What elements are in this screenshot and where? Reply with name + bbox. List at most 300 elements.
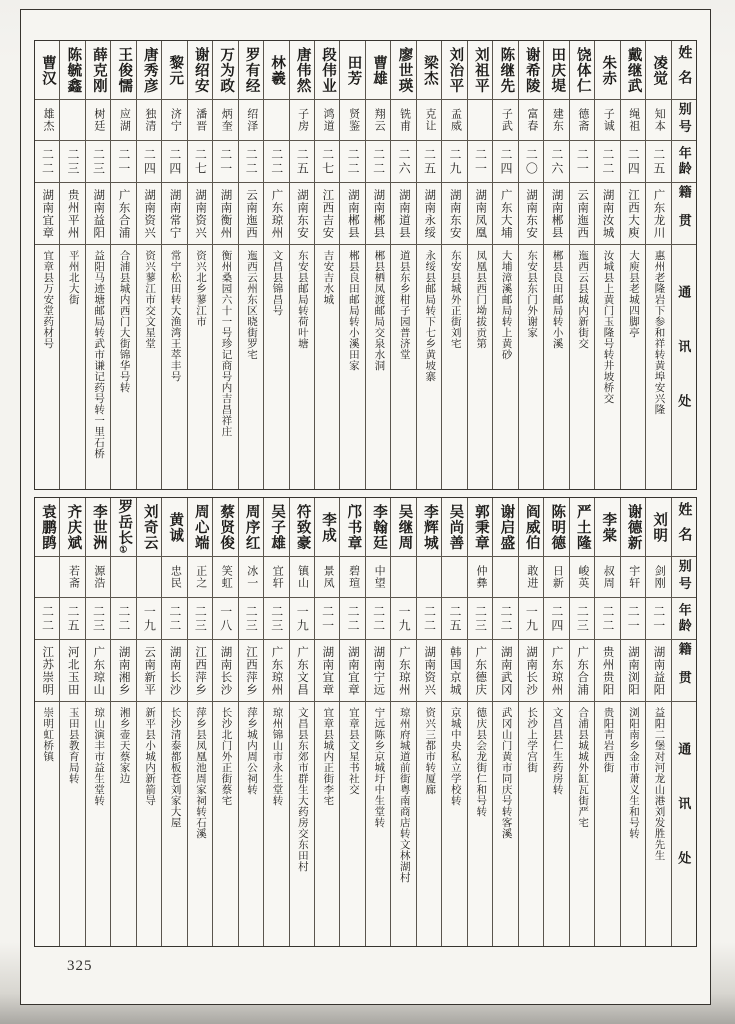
person-origin: 贵州平州 — [66, 188, 79, 239]
person-address: 浏阳南乡金市萧义生和号转 — [628, 707, 640, 839]
person-name-cell — [621, 41, 645, 99]
person-origin: 广东琼州 — [550, 645, 563, 696]
person-address-cell — [646, 244, 670, 489]
person-origin-cell — [290, 639, 314, 701]
person-courtesy: 景凤 — [322, 565, 335, 589]
person-name: 陈继先 — [498, 46, 515, 94]
person-age: 二五 — [448, 604, 463, 633]
person-origin: 广东文昌 — [295, 645, 308, 696]
person-courtesy: 日新 — [551, 565, 564, 589]
person-name: 蔡贤俊 — [218, 503, 235, 551]
person-courtesy-cell — [468, 99, 492, 140]
person-address: 新平县小城内新箭导 — [144, 707, 156, 806]
person-name-cell — [621, 498, 645, 556]
person-address: 郴县栖凤渡邮局交泉水洞 — [373, 250, 385, 371]
person-address: 迤西云州东区晓街罗宅 — [245, 250, 257, 360]
person-column — [161, 498, 186, 946]
person-courtesy: 镇山 — [296, 565, 309, 589]
person-origin-cell — [468, 182, 492, 244]
person-name: 王俊懦 — [116, 46, 133, 94]
person-age: 二五 — [422, 147, 437, 176]
person-address: 衡州桑园六十一号珍记商号内吉昌祥庄 — [220, 250, 232, 437]
person-name-cell — [442, 41, 466, 99]
person-age-cell — [570, 140, 594, 182]
person-name-cell — [162, 41, 186, 99]
person-name: 李成 — [320, 511, 337, 543]
person-address-cell — [391, 244, 415, 489]
person-name: 凌觉 — [651, 54, 668, 86]
person-age-cell — [86, 597, 110, 639]
person-name: 符致豪 — [294, 503, 311, 551]
person-name: 郭秉章 — [472, 503, 489, 551]
person-origin: 湖南凤凰 — [474, 188, 487, 239]
person-name-cell — [570, 498, 594, 556]
person-courtesy: 独清 — [143, 108, 156, 132]
person-courtesy-cell — [162, 99, 186, 140]
person-origin-cell — [570, 639, 594, 701]
person-origin-cell — [621, 639, 645, 701]
person-address: 永绥县邮局转下七乡黄坡寨 — [424, 250, 436, 382]
person-name: 薛克刚 — [90, 46, 107, 94]
person-address-cell — [570, 244, 594, 489]
person-address: 大埔漳溪邮局转上黄砂 — [500, 250, 512, 360]
column-header-label: 别号 — [676, 559, 692, 595]
person-courtesy: 德斋 — [576, 108, 589, 132]
person-age: 二四 — [167, 147, 182, 176]
person-address: 郴县良田邮局转小溪田家 — [347, 250, 359, 371]
person-address-cell — [162, 244, 186, 489]
person-column — [620, 498, 645, 946]
person-address: 郴县良田邮局转小溪 — [551, 250, 563, 349]
person-origin: 湖南资兴 — [194, 188, 207, 239]
person-courtesy-cell — [86, 556, 110, 597]
person-origin-cell — [35, 182, 59, 244]
person-age-cell — [442, 597, 466, 639]
person-origin: 湖南益阳 — [92, 188, 105, 239]
column-header-label: 姓名 — [676, 44, 692, 96]
person-courtesy: 剑刚 — [653, 565, 666, 589]
person-name: 廖世瑛 — [396, 46, 413, 94]
person-courtesy-cell — [621, 556, 645, 597]
person-age: 二四 — [498, 147, 513, 176]
person-origin: 韩国京城 — [448, 645, 461, 696]
person-address-cell — [595, 244, 619, 489]
person-age-cell — [35, 140, 59, 182]
person-courtesy-cell — [86, 99, 110, 140]
roster-table-bottom — [34, 497, 697, 947]
column-header-origin — [672, 639, 696, 701]
person-name-cell — [595, 41, 619, 99]
person-courtesy: 建东 — [551, 108, 564, 132]
person-courtesy-cell — [213, 556, 237, 597]
person-name-cell — [239, 41, 263, 99]
person-address-cell — [417, 701, 441, 946]
person-column — [59, 41, 84, 489]
person-name-cell — [264, 498, 288, 556]
person-age: 一八 — [218, 604, 233, 633]
person-name: 田芳 — [345, 54, 362, 86]
person-column — [187, 498, 212, 946]
person-age: 二三 — [244, 604, 259, 633]
person-name: 李辉城 — [421, 503, 438, 551]
person-courtesy: 仲彝 — [474, 565, 487, 589]
person-origin: 云南新平 — [143, 645, 156, 696]
person-age-cell — [493, 140, 517, 182]
person-courtesy-cell — [111, 556, 135, 597]
person-courtesy: 炳奎 — [220, 108, 233, 132]
person-address-cell — [468, 701, 492, 946]
person-origin-cell — [417, 639, 441, 701]
person-column — [467, 41, 492, 489]
person-name-cell — [111, 498, 135, 556]
person-origin-cell — [137, 182, 161, 244]
person-age-cell — [544, 140, 568, 182]
person-address: 资兴三都市转厦廊 — [424, 707, 436, 795]
person-origin: 江西吉安 — [321, 188, 334, 239]
person-origin: 广东龙川 — [652, 188, 665, 239]
person-courtesy: 铣甫 — [398, 108, 411, 132]
person-name-cell — [493, 41, 517, 99]
person-address-cell — [35, 244, 59, 489]
person-address-cell — [188, 244, 212, 489]
person-column — [263, 41, 288, 489]
person-name-cell — [86, 498, 110, 556]
person-name-cell — [366, 498, 390, 556]
person-age-cell — [468, 140, 492, 182]
person-column — [569, 41, 594, 489]
person-age-cell — [646, 140, 670, 182]
person-origin: 湖南道县 — [397, 188, 410, 239]
person-origin-cell — [213, 182, 237, 244]
person-name: 周心端 — [192, 503, 209, 551]
person-column — [467, 498, 492, 946]
person-name: 唐秀彦 — [141, 46, 158, 94]
person-address: 萍乡城内周公祠转 — [245, 707, 257, 795]
person-address-cell — [570, 701, 594, 946]
person-origin: 江苏崇明 — [41, 645, 54, 696]
person-courtesy: 源浩 — [92, 565, 105, 589]
person-courtesy: 宇轩 — [627, 565, 640, 589]
person-age-cell — [111, 140, 135, 182]
person-address-cell — [86, 701, 110, 946]
person-courtesy-cell — [366, 99, 390, 140]
person-address-cell — [239, 701, 263, 946]
person-courtesy-cell — [60, 556, 84, 597]
person-address: 大庾县老城四脚亭 — [628, 250, 640, 338]
person-origin: 湖南东安 — [525, 188, 538, 239]
person-column — [85, 498, 110, 946]
person-name-cell — [646, 41, 670, 99]
person-name-cell — [290, 498, 314, 556]
person-age-cell — [60, 597, 84, 639]
person-age-cell — [621, 597, 645, 639]
person-origin: 湖南浏阳 — [627, 645, 640, 696]
person-courtesy: 忠民 — [169, 565, 182, 589]
person-age: 二二 — [600, 147, 615, 176]
person-age-cell — [366, 597, 390, 639]
person-courtesy-cell — [315, 556, 339, 597]
person-age: 二二 — [244, 147, 259, 176]
column-header-name — [672, 498, 696, 556]
person-courtesy-cell — [570, 99, 594, 140]
person-age: 二三 — [269, 604, 284, 633]
person-origin-cell — [468, 639, 492, 701]
person-address: 长沙清泰都板苍刘家大屋 — [169, 707, 181, 828]
person-courtesy-cell — [442, 99, 466, 140]
person-address: 德庆县会龙街仁和号转 — [475, 707, 487, 817]
person-age-cell — [595, 597, 619, 639]
person-address: 萍乡县凤凰池周家祠转石溪 — [195, 707, 207, 839]
person-age-cell — [86, 140, 110, 182]
person-address: 道县东乡柑子园普济堂 — [398, 250, 410, 360]
person-age: 二二 — [116, 604, 131, 633]
person-origin: 湖南东安 — [448, 188, 461, 239]
person-column — [543, 41, 568, 489]
person-origin: 湖南汝城 — [601, 188, 614, 239]
annotation-mark: ① — [119, 545, 130, 556]
person-name-cell — [315, 498, 339, 556]
person-age: 二一 — [218, 147, 233, 176]
person-origin: 湖南衡州 — [219, 188, 232, 239]
person-name: 刘祖平 — [472, 46, 489, 94]
person-courtesy: 碧瑄 — [347, 565, 360, 589]
person-name-cell — [213, 498, 237, 556]
person-column — [390, 41, 415, 489]
person-age: 二二 — [269, 147, 284, 176]
person-origin-cell — [86, 639, 110, 701]
person-origin: 湖南东安 — [295, 188, 308, 239]
person-age-cell — [111, 597, 135, 639]
person-address: 益阳二堡对河龙山港刘发胜先生 — [653, 707, 665, 861]
person-name: 邝书章 — [345, 503, 362, 551]
person-courtesy-cell — [544, 99, 568, 140]
person-origin-cell — [86, 182, 110, 244]
person-origin: 广东大埔 — [499, 188, 512, 239]
person-origin: 贵州贵阳 — [601, 645, 614, 696]
person-name: 段伟业 — [320, 46, 337, 94]
person-name-cell — [391, 498, 415, 556]
person-address: 文昌县锦昌号 — [271, 250, 283, 316]
person-address: 东安县邮局转荷叶塘 — [296, 250, 308, 349]
person-address-cell — [493, 701, 517, 946]
person-courtesy-cell — [60, 99, 84, 140]
person-courtesy: 冰一 — [245, 565, 258, 589]
person-courtesy: 知本 — [653, 108, 666, 132]
person-column — [543, 498, 568, 946]
person-courtesy: 宜轩 — [271, 565, 284, 589]
person-name: 田庆堤 — [549, 46, 566, 94]
person-address: 长沙北门外正街蔡宅 — [220, 707, 232, 806]
person-age: 一九 — [142, 604, 157, 633]
person-address: 汝城县上黄门玉隆号转井坡桥交 — [602, 250, 614, 404]
column-header-name — [672, 41, 696, 99]
person-origin-cell — [340, 639, 364, 701]
person-age: 二二 — [371, 147, 386, 176]
person-age-cell — [213, 597, 237, 639]
person-courtesy-cell — [417, 99, 441, 140]
person-courtesy: 雄杰 — [41, 108, 54, 132]
person-name-cell — [213, 41, 237, 99]
person-age: 二五 — [65, 604, 80, 633]
column-header-label: 年龄 — [676, 602, 692, 635]
roster-table-top — [34, 40, 697, 490]
person-column — [339, 41, 364, 489]
person-name-cell — [188, 41, 212, 99]
person-address-cell — [315, 244, 339, 489]
person-name-cell — [391, 41, 415, 99]
person-age-cell — [213, 140, 237, 182]
person-name-cell — [86, 41, 110, 99]
person-name: 梁杰 — [421, 54, 438, 86]
person-column — [59, 498, 84, 946]
person-courtesy-cell — [239, 99, 263, 140]
person-name: 黄诚 — [167, 511, 184, 543]
person-courtesy-cell — [519, 556, 543, 597]
person-age-cell — [137, 140, 161, 182]
person-origin-cell — [264, 182, 288, 244]
person-courtesy-cell — [570, 556, 594, 597]
person-address-cell — [137, 244, 161, 489]
person-courtesy-cell — [595, 556, 619, 597]
person-name-cell — [60, 41, 84, 99]
person-origin-cell — [264, 639, 288, 701]
person-age: 二二 — [600, 604, 615, 633]
person-column — [492, 41, 517, 489]
person-courtesy: 绳祖 — [627, 108, 640, 132]
person-name-cell — [595, 498, 619, 556]
person-origin: 湖南宁远 — [372, 645, 385, 696]
person-courtesy-cell — [544, 556, 568, 597]
person-address-cell — [519, 244, 543, 489]
person-age: 二七 — [320, 147, 335, 176]
column-header-address — [672, 701, 696, 946]
person-courtesy-cell — [595, 99, 619, 140]
person-age-cell — [391, 597, 415, 639]
person-origin-cell — [544, 639, 568, 701]
person-age-cell — [60, 140, 84, 182]
person-courtesy-cell — [493, 99, 517, 140]
person-column — [238, 41, 263, 489]
person-name: 刘奇云 — [141, 503, 158, 551]
person-age: 二三 — [91, 147, 106, 176]
person-name: 万为政 — [218, 46, 235, 94]
person-address-cell — [290, 701, 314, 946]
person-name-cell — [137, 498, 161, 556]
person-address: 玉田县教育局转 — [67, 707, 79, 784]
person-origin-cell — [366, 182, 390, 244]
person-courtesy-cell — [35, 99, 59, 140]
person-address: 文昌县仁生药房转 — [551, 707, 563, 795]
person-name-cell — [468, 41, 492, 99]
person-address: 迤西云县城内新街交 — [577, 250, 589, 349]
person-name: 戴继武 — [625, 46, 642, 94]
person-courtesy-cell — [340, 99, 364, 140]
person-origin-cell — [315, 639, 339, 701]
person-age: 二一 — [320, 604, 335, 633]
person-age-cell — [646, 597, 670, 639]
person-address-cell — [239, 244, 263, 489]
person-address-cell — [340, 244, 364, 489]
person-age: 二三 — [65, 147, 80, 176]
person-age: 二二 — [498, 604, 513, 633]
person-address: 凤凰县西门坳拔贡第 — [475, 250, 487, 349]
person-age-cell — [519, 597, 543, 639]
person-courtesy-cell — [111, 99, 135, 140]
person-address-cell — [621, 244, 645, 489]
person-courtesy: 贤鉴 — [347, 108, 360, 132]
person-name: 饶体仁 — [574, 46, 591, 94]
person-courtesy: 绍泽 — [245, 108, 258, 132]
person-age-cell — [315, 597, 339, 639]
person-courtesy-cell — [366, 556, 390, 597]
person-origin: 湖南长沙 — [168, 645, 181, 696]
person-courtesy-cell — [137, 99, 161, 140]
person-column — [110, 41, 135, 489]
person-courtesy: 孟威 — [449, 108, 462, 132]
person-column — [645, 41, 670, 489]
person-age: 二一 — [116, 147, 131, 176]
person-courtesy-cell — [239, 556, 263, 597]
person-origin-cell — [391, 639, 415, 701]
person-age: 二五 — [651, 147, 666, 176]
person-origin-cell — [290, 182, 314, 244]
person-age: 一九 — [397, 604, 412, 633]
person-address-cell — [366, 701, 390, 946]
person-age-cell — [366, 140, 390, 182]
column-header-label: 通讯处 — [676, 742, 692, 906]
person-address-cell — [442, 244, 466, 489]
person-address-cell — [315, 701, 339, 946]
person-origin: 云南迤西 — [576, 188, 589, 239]
person-name-cell — [493, 498, 517, 556]
person-name: 黎元 — [167, 54, 184, 86]
person-address: 宁远陈乡京城圩中生堂转 — [373, 707, 385, 828]
person-courtesy: 正之 — [194, 565, 207, 589]
person-address-cell — [264, 701, 288, 946]
person-courtesy-cell — [493, 556, 517, 597]
person-name: 谢启盛 — [498, 503, 515, 551]
person-age: 二一 — [626, 604, 641, 633]
person-origin: 湖南郴县 — [346, 188, 359, 239]
person-column — [518, 498, 543, 946]
person-address: 益阳马迹塘邮局转武市谦记药号转一里石桥 — [93, 250, 105, 459]
person-courtesy-cell — [264, 556, 288, 597]
person-name: 李翰廷 — [370, 503, 387, 551]
person-courtesy: 笑虹 — [220, 565, 233, 589]
person-name: 李世洲 — [90, 503, 107, 551]
person-origin: 湖南武冈 — [499, 645, 512, 696]
person-column — [390, 498, 415, 946]
person-age: 二三 — [473, 604, 488, 633]
person-origin-cell — [493, 182, 517, 244]
person-age-cell — [188, 597, 212, 639]
person-name-cell — [519, 498, 543, 556]
person-name-cell — [366, 41, 390, 99]
person-address-cell — [544, 244, 568, 489]
person-origin: 湖南宜章 — [41, 188, 54, 239]
person-origin-cell — [366, 639, 390, 701]
person-origin: 湖南郴县 — [372, 188, 385, 239]
person-name-cell — [519, 41, 543, 99]
person-courtesy: 潘晋 — [194, 108, 207, 132]
person-age: 二二 — [346, 147, 361, 176]
person-address: 资兴北乡蓼江市 — [195, 250, 207, 327]
person-name-cell — [111, 41, 135, 99]
person-name-cell — [544, 41, 568, 99]
person-origin: 广东德庆 — [474, 645, 487, 696]
person-name-cell — [340, 498, 364, 556]
person-courtesy-cell — [213, 99, 237, 140]
